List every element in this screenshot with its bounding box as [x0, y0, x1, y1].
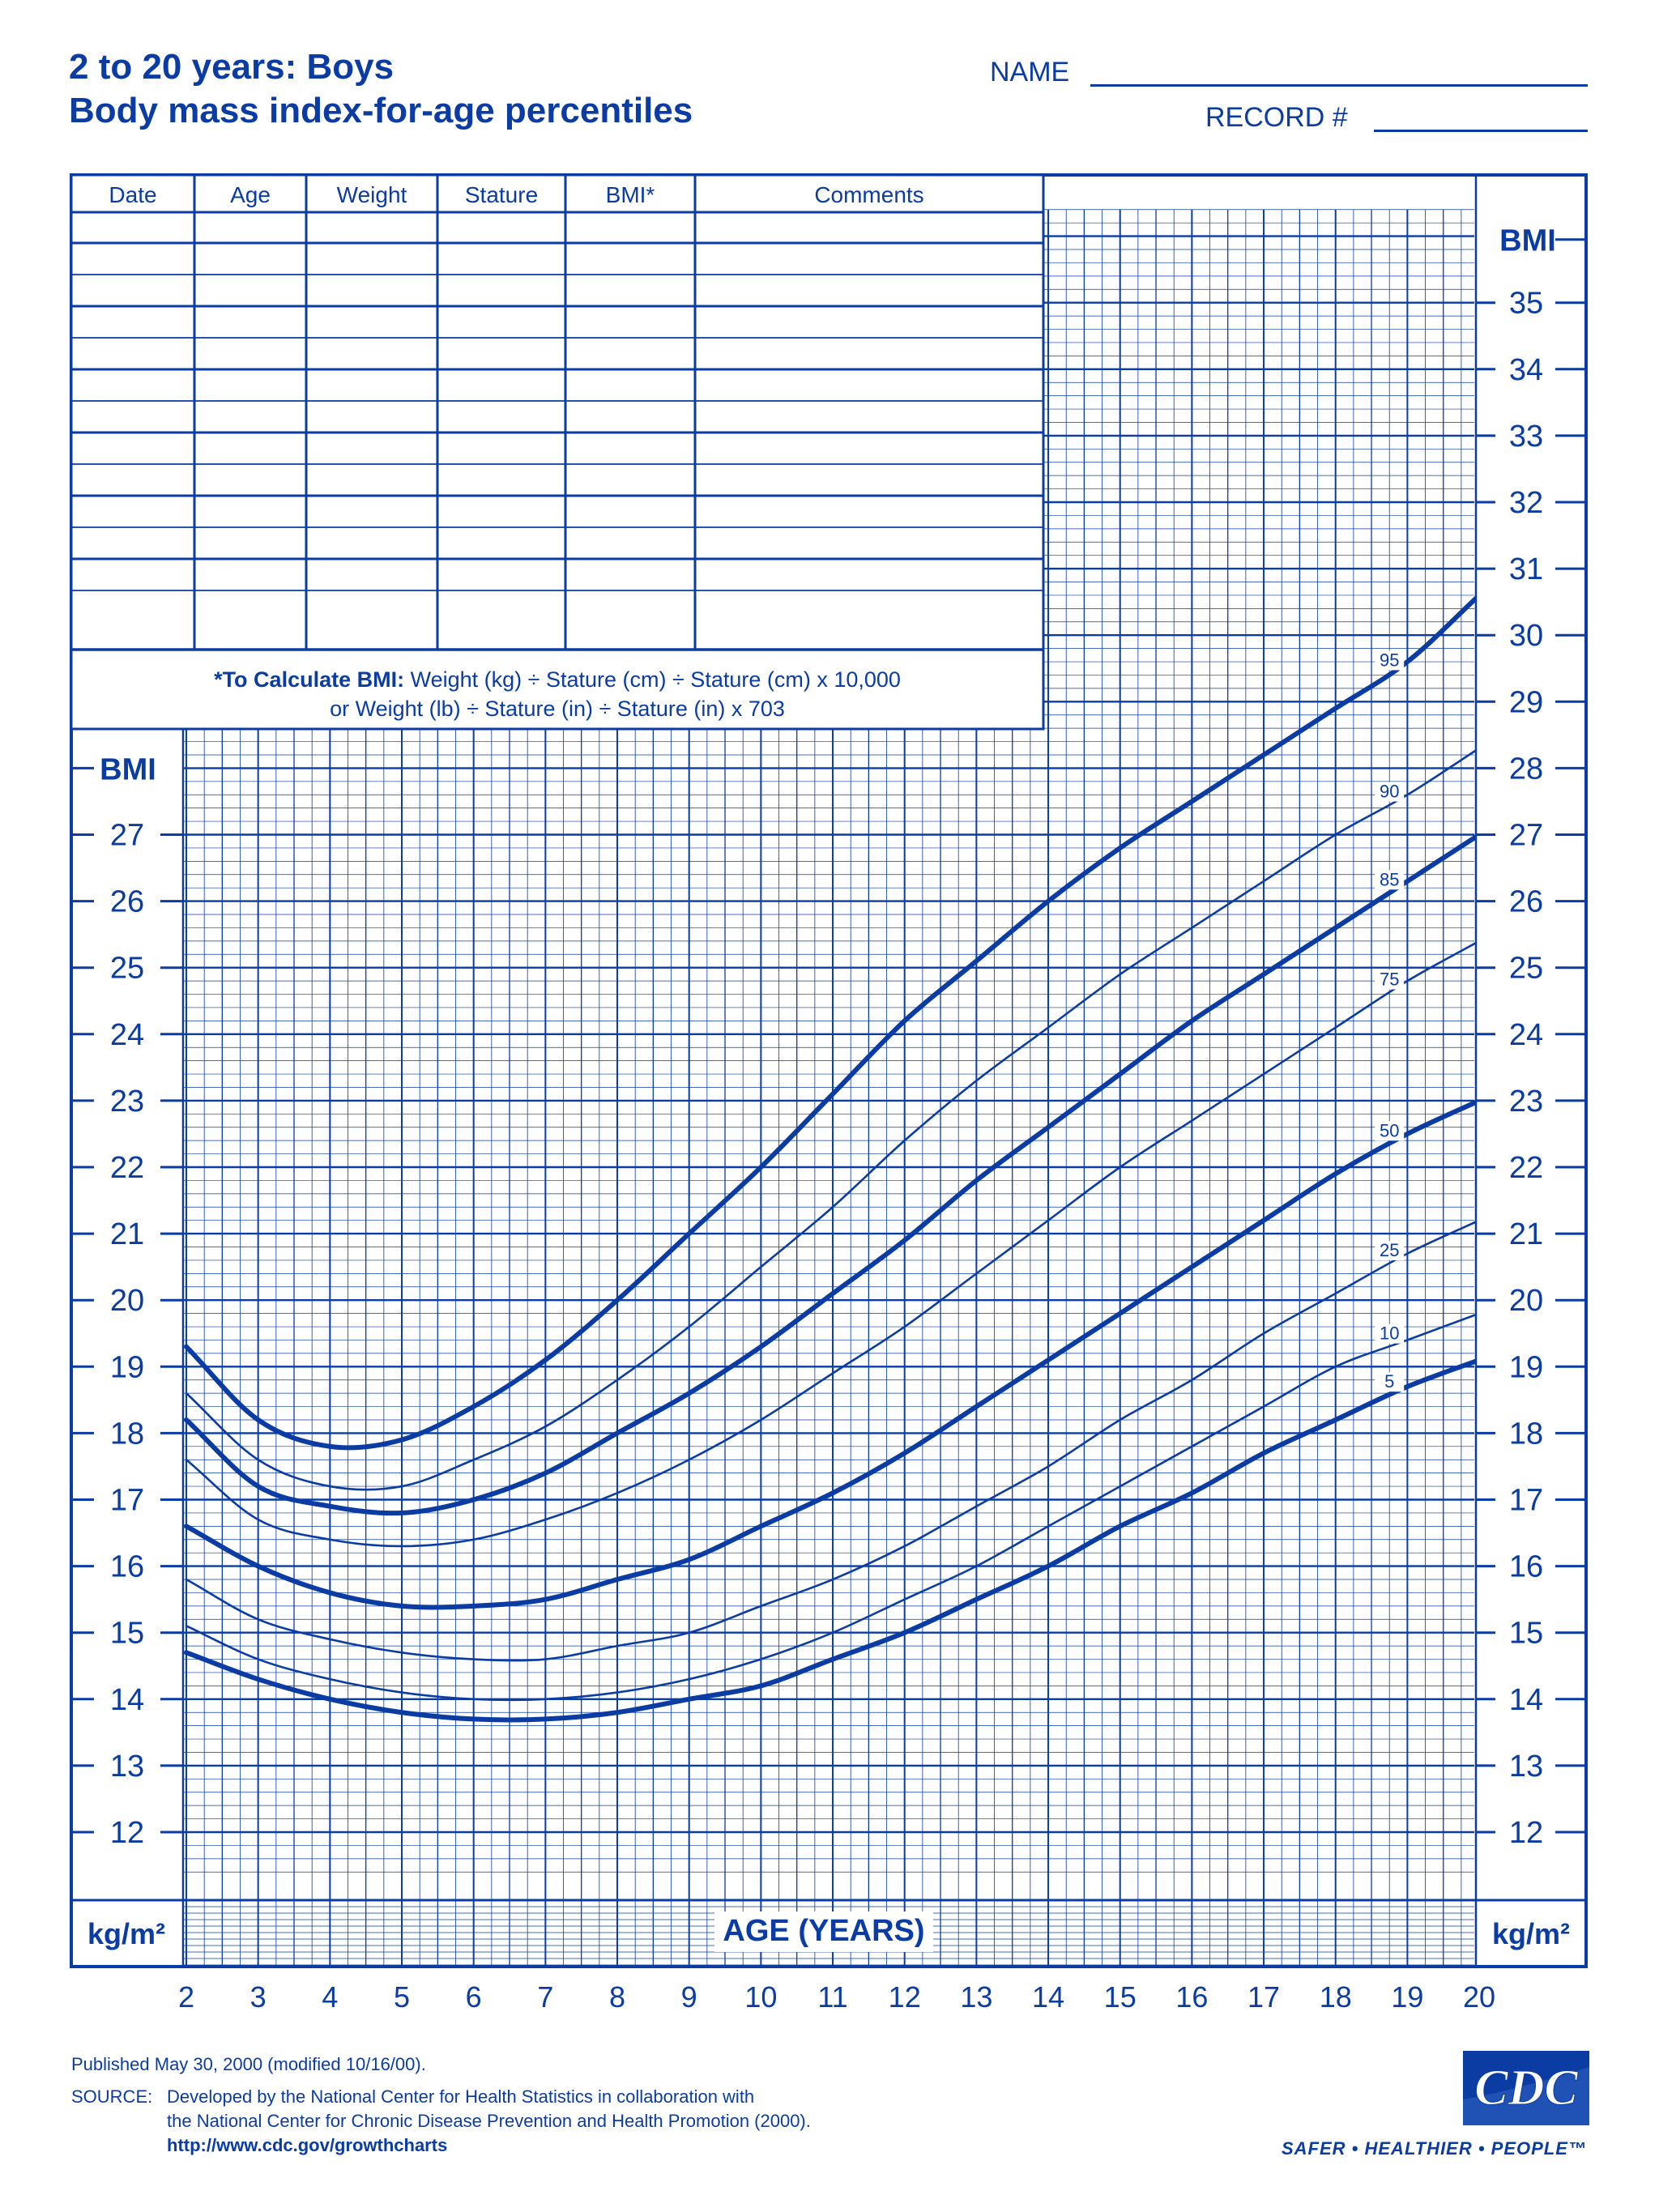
bmi-formula-bold: *To Calculate BMI: — [214, 667, 411, 692]
percentile-label-25: 25 — [1379, 1240, 1400, 1261]
y-tick-label-left: 21 — [109, 1217, 145, 1252]
x-tick-label: 15 — [1103, 1980, 1137, 2014]
x-tick-label: 14 — [1032, 1980, 1065, 2014]
y-tick-label-right: 33 — [1508, 419, 1544, 454]
x-tick-label: 17 — [1247, 1980, 1281, 2014]
y-tick-label-right: 20 — [1508, 1284, 1544, 1319]
chart-title-line1: 2 to 20 years: Boys — [69, 47, 394, 87]
percentile-label-75: 75 — [1379, 969, 1400, 990]
y-tick-label-right: 15 — [1508, 1616, 1544, 1651]
y-tick-label-right: 21 — [1508, 1217, 1544, 1252]
cdc-logo-text: CDC — [1474, 2061, 1578, 2116]
y-tick-label-left: 15 — [109, 1616, 145, 1651]
source-label: SOURCE: — [71, 2086, 153, 2107]
y-tick-label-right: 28 — [1508, 752, 1544, 786]
x-axis-label: AGE (YEARS) — [723, 1914, 925, 1948]
record-label: RECORD # — [1205, 102, 1348, 133]
y-tick-label-right: 22 — [1508, 1151, 1544, 1185]
y-tick-label-right: 18 — [1508, 1417, 1544, 1451]
y-tick-label-right: 31 — [1508, 552, 1544, 587]
cdc-tagline: SAFER • HEALTHIER • PEOPLE™ — [1282, 2138, 1587, 2159]
y-tick-label-right: 35 — [1508, 286, 1544, 321]
y-tick-label-right: 25 — [1508, 951, 1544, 986]
unit-label-left: kg/m² — [87, 1917, 166, 1950]
y-tick-label-right: 27 — [1508, 818, 1544, 853]
percentile-label-10: 10 — [1379, 1323, 1400, 1344]
cdc-logo — [1463, 2051, 1589, 2125]
table-col-header: Comments — [814, 182, 924, 207]
y-axis-label-left: BMI — [100, 752, 156, 787]
y-tick-label-left: 18 — [109, 1417, 145, 1451]
y-tick-label-right: 17 — [1508, 1483, 1544, 1518]
x-tick-label: 16 — [1175, 1980, 1209, 2014]
percentile-label-85: 85 — [1379, 869, 1400, 890]
y-tick-label-left: 26 — [109, 884, 145, 919]
chart-title-line2: Body mass index-for-age percentiles — [69, 91, 693, 130]
y-tick-label-left: 24 — [109, 1017, 145, 1052]
y-tick-label-left: 12 — [109, 1816, 145, 1850]
bmi-formula-line2: or Weight (lb) ÷ Stature (in) ÷ Stature (in) x 703 — [330, 697, 785, 721]
source-url[interactable]: http://www.cdc.gov/growthcharts — [167, 2135, 448, 2155]
y-tick-label-left: 14 — [109, 1682, 145, 1717]
y-tick-label-right: 24 — [1508, 1017, 1544, 1052]
y-tick-label-left: 17 — [109, 1483, 145, 1518]
x-tick-label: 20 — [1463, 1980, 1496, 2014]
x-tick-label: 3 — [249, 1980, 267, 2014]
x-tick-label: 2 — [177, 1980, 195, 2014]
y-tick-label-right: 14 — [1508, 1682, 1544, 1717]
x-tick-label: 13 — [960, 1980, 993, 2014]
y-tick-label-left: 27 — [109, 818, 145, 853]
y-tick-label-left: 23 — [109, 1084, 145, 1119]
y-tick-label-left: 22 — [109, 1151, 145, 1185]
x-tick-label: 12 — [888, 1980, 921, 2014]
y-tick-label-right: 19 — [1508, 1350, 1544, 1385]
source-line2: the National Center for Chronic Disease Prevention and Health Promotion (2000). — [167, 2111, 811, 2131]
x-tick-label: 9 — [680, 1980, 697, 2014]
x-tick-label: 18 — [1319, 1980, 1352, 2014]
percentile-label-5: 5 — [1384, 1371, 1395, 1392]
x-tick-label: 10 — [744, 1980, 778, 2014]
y-tick-label-right: 29 — [1508, 685, 1544, 720]
x-tick-label: 7 — [537, 1980, 554, 2014]
y-tick-label-left: 25 — [109, 951, 145, 986]
y-tick-label-left: 13 — [109, 1749, 145, 1784]
y-tick-label-right: 12 — [1508, 1816, 1544, 1850]
y-tick-label-left: 20 — [109, 1284, 145, 1319]
y-tick-label-left: 19 — [109, 1350, 145, 1385]
y-tick-label-right: 34 — [1508, 352, 1544, 387]
y-tick-label-right: 23 — [1508, 1084, 1544, 1119]
y-tick-label-right: 16 — [1508, 1549, 1544, 1584]
percentile-label-95: 95 — [1379, 650, 1400, 671]
y-axis-label-right: BMI — [1499, 224, 1556, 258]
y-tick-label-right: 26 — [1508, 884, 1544, 919]
x-tick-label: 8 — [609, 1980, 626, 2014]
published-note: Published May 30, 2000 (modified 10/16/00). — [71, 2054, 426, 2074]
table-col-header: Stature — [464, 182, 539, 207]
x-tick-label: 4 — [322, 1980, 339, 2014]
name-label: NAME — [990, 57, 1070, 87]
table-col-header: Weight — [336, 182, 407, 207]
bmi-formula-line1 — [214, 667, 901, 692]
x-tick-label: 19 — [1391, 1980, 1424, 2014]
table-panel — [71, 175, 1043, 729]
table-col-header: Date — [109, 182, 157, 207]
x-tick-label: 11 — [817, 1980, 848, 2014]
bmi-formula-text: Weight (kg) ÷ Stature (cm) ÷ Stature (cm) x 10,000 — [410, 667, 901, 692]
x-tick-label: 6 — [465, 1980, 482, 2014]
y-tick-label-right: 13 — [1508, 1749, 1544, 1784]
y-tick-label-right: 32 — [1508, 486, 1544, 520]
y-tick-label-left: 16 — [109, 1549, 145, 1584]
table-col-header: BMI* — [605, 182, 655, 207]
record-table — [71, 175, 1043, 729]
percentile-label-50: 50 — [1379, 1120, 1400, 1141]
table-col-header: Age — [230, 182, 271, 207]
x-tick-label: 5 — [393, 1980, 411, 2014]
y-tick-label-right: 30 — [1508, 619, 1544, 654]
source-line1: Developed by the National Center for Health Statistics in collaboration with — [167, 2086, 755, 2107]
unit-label-right: kg/m² — [1492, 1917, 1571, 1950]
percentile-label-90: 90 — [1379, 781, 1400, 802]
